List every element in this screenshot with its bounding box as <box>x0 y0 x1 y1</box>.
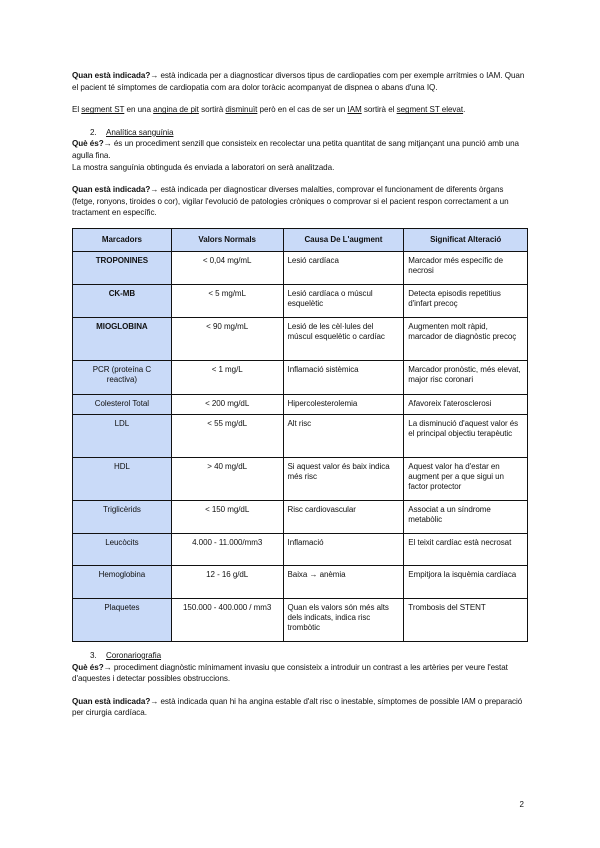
table-row <box>73 251 528 284</box>
section-heading-analitica <box>90 127 528 139</box>
cell-marker: Leucòcits <box>73 533 172 565</box>
text-fragment: . <box>463 105 466 115</box>
underlined-term: IAM <box>347 105 362 115</box>
paragraph-sample: La mostra sanguínia obtinguda és enviada a laboratori on serà analitzada. <box>72 162 335 172</box>
text-fragment: sortirà <box>198 105 226 115</box>
header-marcadors: Marcadors <box>73 228 172 251</box>
table-row <box>73 457 528 500</box>
cell-meaning: Associat a un síndrome metabòlic <box>404 500 528 533</box>
cell-normal: < 90 mg/mL <box>171 317 283 360</box>
cell-marker: Plaquetes <box>73 598 172 641</box>
table-row <box>73 565 528 598</box>
header-causa: Causa De L'augment <box>283 228 404 251</box>
paragraph-que-es-analitica <box>72 138 528 161</box>
cell-cause: Lesió cardíaca <box>283 251 404 284</box>
section-number: 3. <box>90 650 97 660</box>
cell-meaning: La disminució d'aquest valor és el principal objectiu terapèutic <box>404 414 528 457</box>
cell-marker: CK-MB <box>73 284 172 317</box>
label-que-es: Què és? <box>72 139 104 149</box>
cell-normal: 150.000 - 400.000 / mm3 <box>171 598 283 641</box>
cell-meaning: Marcador més específic de necrosi <box>404 251 528 284</box>
text-fragment: sortirà el <box>361 105 397 115</box>
cell-normal: 4.000 - 11.000/mm3 <box>171 533 283 565</box>
underlined-term: angina de pit <box>153 105 199 115</box>
cell-marker: TROPONINES <box>73 251 172 284</box>
label-quan: Quan està indicada? <box>72 71 151 80</box>
cell-marker: PCR (proteína C reactiva) <box>73 360 172 394</box>
cell-cause: Alt risc <box>283 414 404 457</box>
underlined-term: disminuït <box>225 105 258 115</box>
cell-cause: Lesió de les cèl·lules del múscul esquelètic o cardíac <box>283 317 404 360</box>
cell-meaning: Marcador pronòstic, més elevat, major risc coronari <box>404 360 528 394</box>
header-valors-normals: Valors Normals <box>171 228 283 251</box>
table-row <box>73 360 528 394</box>
label-quan: Quan està indicada? <box>72 185 151 195</box>
table-row <box>73 598 528 641</box>
cell-cause: Quan els valors són més alts dels indicats, indica risc trombòtic <box>283 598 404 641</box>
cell-cause: Inflamació sistèmica <box>283 360 404 394</box>
text-fragment: però en el cas de ser un <box>257 105 348 115</box>
cell-normal: < 1 mg/L <box>171 360 283 394</box>
cell-normal: < 150 mg/dL <box>171 500 283 533</box>
cell-meaning: Trombosis del STENT <box>404 598 528 641</box>
cell-meaning: El teixit cardíac està necrosat <box>404 533 528 565</box>
cell-normal: 12 - 16 g/dL <box>171 565 283 598</box>
markers-table <box>72 228 528 642</box>
paragraph-quan-coronariografia <box>72 696 528 719</box>
cell-marker: LDL <box>73 414 172 457</box>
text-fragment: en una <box>124 105 154 115</box>
label-que-es: Què és? <box>72 662 104 672</box>
cell-cause: Risc cardiovascular <box>283 500 404 533</box>
cell-meaning: Aquest valor ha d'estar en augment per a que sigui un factor protector <box>404 457 528 500</box>
page-number: 2 <box>519 800 524 809</box>
cell-meaning: Augmenten molt ràpid, marcador de diagnòstic precoç <box>404 317 528 360</box>
cell-normal: < 55 mg/dL <box>171 414 283 457</box>
cell-cause: Si aquest valor és baix indica més risc <box>283 457 404 500</box>
cell-cause: Hipercolesterolemia <box>283 394 404 414</box>
cell-marker: MIOGLOBINA <box>73 317 172 360</box>
cell-marker: HDL <box>73 457 172 500</box>
text-quan: → està indicada per diagnosticar diverses malalties, comprovar el funcionament de diferents òrgans (fetge, ronyons, tiroides o cor), vigilar l'evolució de patologies cròniques o comprovar si el pacient respon correctament a un tractament en específic. <box>72 185 509 218</box>
text-que-es: → procediment diagnòstic mínimament invasiu que consisteix a introduir un contrast a les artèries per veure l'estat d'aquestes i detectar possibles obstruccions. <box>72 662 508 684</box>
cell-marker: Triglicèrids <box>73 500 172 533</box>
paragraph-indications-ecg <box>72 70 528 93</box>
cell-normal: < 5 mg/mL <box>171 284 283 317</box>
underlined-term: segment ST <box>81 105 125 115</box>
text-que-es: → és un procediment senzill que consisteix en recolectar una petita quantitat de sang mitjançant una punció amb una agulla fina. <box>72 139 519 160</box>
table-row <box>73 317 528 360</box>
header-significat: Significat Alteració <box>404 228 528 251</box>
section-number: 2. <box>90 127 97 137</box>
cell-meaning: Detecta episodis repetitius d'infart precoç <box>404 284 528 317</box>
table-row <box>73 414 528 457</box>
cell-cause: Inflamació <box>283 533 404 565</box>
cell-marker: Hemoglobina <box>73 565 172 598</box>
table-row <box>73 394 528 414</box>
paragraph-quan-analitica <box>72 184 528 219</box>
paragraph-que-es-coronariografia <box>72 662 528 685</box>
table-row <box>73 284 528 317</box>
cell-meaning: Empitjora la isquèmia cardíaca <box>404 565 528 598</box>
document-page <box>72 70 528 719</box>
paragraph-st-segment <box>72 104 528 116</box>
table-row <box>73 533 528 565</box>
section-heading-coronariografia <box>90 650 528 662</box>
cell-normal: > 40 mg/dL <box>171 457 283 500</box>
table-header-row <box>73 228 528 251</box>
underlined-term: segment ST elevat <box>396 105 464 115</box>
section-title: Coronariografia <box>106 650 162 660</box>
cell-normal: < 200 mg/dL <box>171 394 283 414</box>
cell-marker: Colesterol Total <box>73 394 172 414</box>
text-quan: → està indicada quan hi ha angina estable d'alt risc o inestable, símptomes de possible IAM o preparació per cirurgia cardíaca. <box>72 696 523 718</box>
text-fragment: El <box>72 105 82 115</box>
cell-normal: < 0,04 mg/mL <box>171 251 283 284</box>
section-title: Analítica sanguínia <box>106 127 174 137</box>
cell-meaning: Afavoreix l'aterosclerosi <box>404 394 528 414</box>
cell-cause: Baixa → anèmia <box>283 565 404 598</box>
label-quan: Quan està indicada? <box>72 696 151 706</box>
table-row <box>73 500 528 533</box>
text-quan: → està indicada per a diagnosticar diversos tipus de cardiopaties com per exemple arrítmies o IAM. Quan el pacient té símptomes de cardiopatia com ara dolor toràcic acompanyat de dispnea o abans d'una IQ. <box>72 71 525 92</box>
cell-cause: Lesió cardíaca o múscul esquelètic <box>283 284 404 317</box>
